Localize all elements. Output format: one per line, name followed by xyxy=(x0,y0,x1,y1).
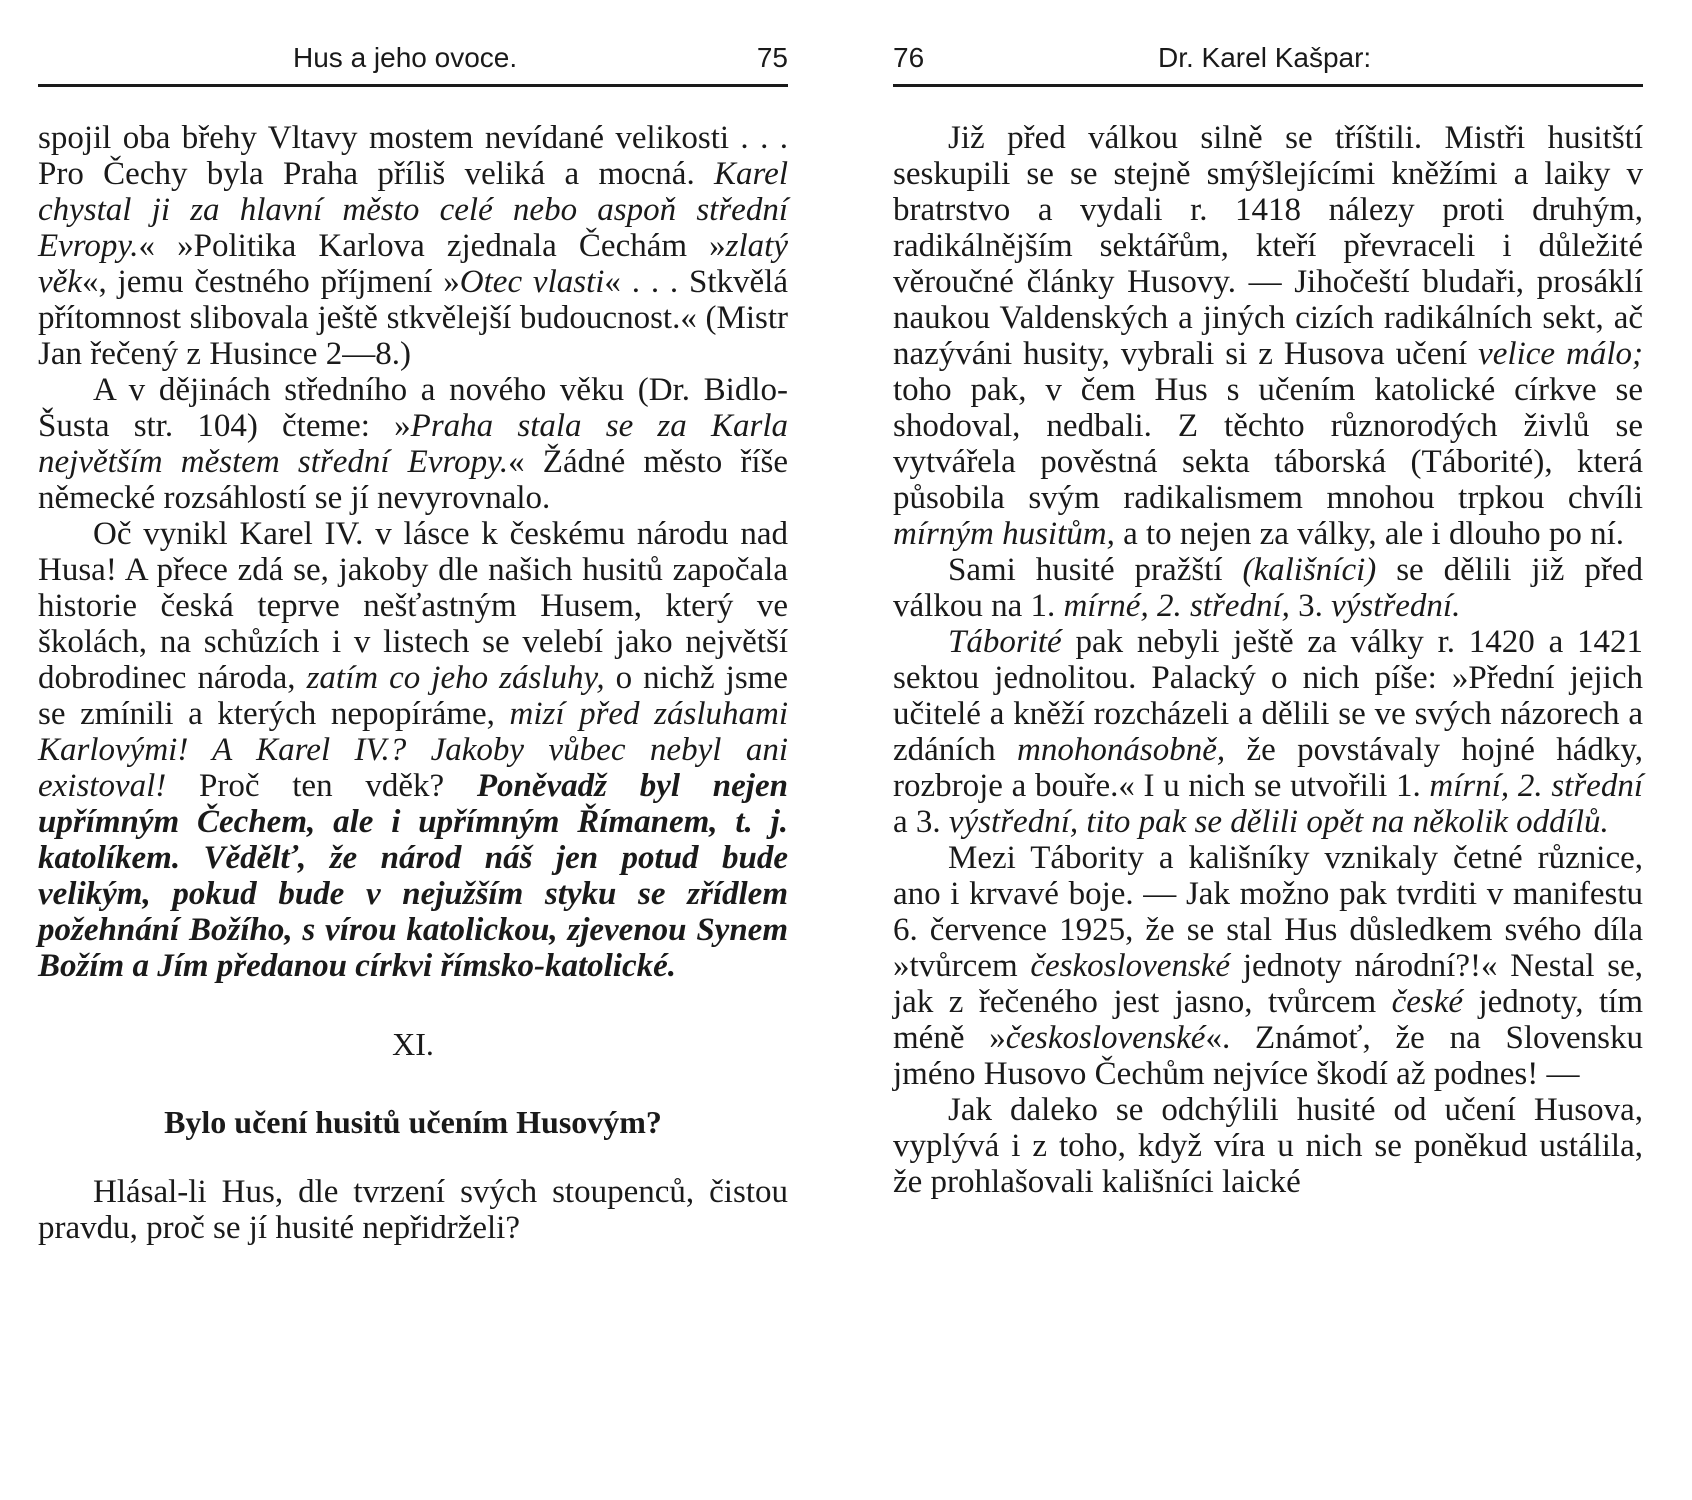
text-run: pak nebyli ještě za války r. 1420 a 1421 sektou jednolitou. Palacký o nich píše: »Přední jejich učitelé a kněží rozcházeli a dělili se ve svých názorech a zdáních xyxy=(893,624,1643,768)
text-run: 3. xyxy=(1289,588,1332,624)
running-title: Hus a jeho ovoce. xyxy=(293,42,518,73)
running-title: Dr. Karel Kašpar: xyxy=(1158,42,1372,73)
italic-run: mizí před zásluhami Karlovými! A Karel IV.? Jakoby vůbec nebyl ani existoval! xyxy=(38,696,788,804)
text-run: a to nejen za války, ale i dlouho po ní. xyxy=(1114,516,1625,552)
italic-run: Karel chystal ji za hlavní město celé nebo aspoň střední Evropy. xyxy=(38,156,788,264)
bold-italic-run: Poněvadž byl nejen upřímným Čechem, ale i upřímným Římanem, t. j. katolíkem. Vědělť, že národ náš jen potud bude velikým, pokud bude v nejužším styku se zřídlem požehnání Božího, s vírou katolickou, zjevenou Synem Božím a Jím předanou církvi římsko-katolické. xyxy=(38,768,788,984)
italic-run: zatím co jeho zásluhy, xyxy=(306,660,605,696)
italic-run: velice málo; xyxy=(1478,336,1643,372)
italic-run: výstřední, tito pak se dělili opět na několik oddílů. xyxy=(948,804,1609,840)
italic-run: (kališníci) xyxy=(1242,552,1377,588)
page-number: 75 xyxy=(756,42,788,73)
header-rule xyxy=(38,84,788,87)
italic-run: Otec vlasti xyxy=(459,264,605,300)
text-run: « Žádné město říše německé rozsáhlostí se jí nevyrovnalo. xyxy=(38,444,788,516)
text-run: spojil oba břehy Vltavy mostem nevídané velikosti . . . Pro Čechy byla Praha příliš veliká a mocná. xyxy=(38,120,788,192)
text-run: toho pak, v čem Hus s učením katolické církve se shodoval, nedbali. Z těchto různorodých živlů se vytvářela pověstná sekta táborská (Táborité), která působila svým radikalismem mnohou trpkou chvíli xyxy=(893,372,1643,516)
paragraph: Jak daleko se odchýlili husité od učení Husova, vyplývá i z toho, když víra u nich se poněkud ustálila, že prohlašovali kališníci laické xyxy=(893,1092,1643,1200)
italic-run: mnohonásobně, xyxy=(1017,732,1226,768)
text-run: se dělili již před válkou na 1. xyxy=(893,552,1643,624)
text-run: « . . . Stkvělá přítomnost slibovala ještě stkvělejší budoucnost.« (Mistr Jan řečený z Husince 2—8.) xyxy=(38,264,788,372)
italic-run: Praha stala se za Karla největším městem střední Evropy. xyxy=(38,408,788,480)
text-run: «. Známoť, že na Slovensku jméno Husovo Čechům nejvíce škodí až podnes! — xyxy=(893,1020,1643,1092)
right-page xyxy=(893,0,1643,1500)
text-run: a 3. xyxy=(893,804,949,840)
text-run: jednoty národní?!« Nestal se, jak z řečeného jest jasno, tvůrcem xyxy=(893,948,1643,1020)
italic-run: československé xyxy=(1005,1020,1206,1056)
page-number: 76 xyxy=(893,42,925,73)
text-run: Mezi Tábority a kališníky vznikaly četné různice, ano i krvavé boje. — Jak možno pak tvrditi v manifestu 6. července 1925, že se stal Hus důsledkem svého díla »tvůrcem xyxy=(893,840,1643,984)
paragraph: Hlásal-li Hus, dle tvrzení svých stoupenců, čistou pravdu, proč se jí husité nepřidrželi? xyxy=(38,1174,788,1246)
italic-run: Táborité xyxy=(948,624,1062,660)
italic-run: mírní, 2. střední xyxy=(1429,768,1643,804)
text-run: A v dějinách středního a nového věku (Dr. Bidlo-Šusta str. 104) čteme: » xyxy=(38,372,788,444)
italic-run: mírné, 2. střední, xyxy=(1063,588,1290,624)
italic-run: československé xyxy=(1030,948,1231,984)
text-run: «, jemu čestného příjmení » xyxy=(81,264,460,300)
paragraph xyxy=(38,372,788,516)
italic-run: zlatý věk xyxy=(38,228,788,300)
left-page xyxy=(38,0,788,1500)
running-header xyxy=(38,42,788,82)
text-run: Proč ten vděk? xyxy=(166,768,477,804)
paragraph xyxy=(38,120,788,372)
page-body xyxy=(893,120,1643,1200)
header-rule xyxy=(893,84,1643,87)
text-run: že povstávaly hojné hádky, rozbroje a bouře.« I u nich se utvořili 1. xyxy=(893,732,1644,804)
text-run: o nichž jsme se zmínili a kterých nepopíráme, xyxy=(38,660,788,732)
text-run: « »Politika Karlova zjednala Čechám » xyxy=(138,228,726,264)
chapter-number: XI. xyxy=(392,1026,434,1062)
italic-run: české xyxy=(1391,984,1463,1020)
italic-run: mírným husitům, xyxy=(893,516,1115,552)
text-run: Již před válkou silně se tříštili. Mistři husitští seskupili se se stejně smýšlejícími kněžími a laiky v bratrstvo a vydali r. 1418 nálezy proti druhým, radikálnějším sektářům, kteří převraceli i důležité věroučné články Husovy. — Jihočeští bludaři, prosáklí naukou Valdenských a jiných cizích radikálních sekt, ač nazýváni husity, vybrali si z Husova učení xyxy=(893,120,1643,372)
italic-run: výstřední. xyxy=(1331,588,1461,624)
paragraph xyxy=(893,552,1643,624)
running-header xyxy=(893,42,1643,82)
paragraph xyxy=(893,120,1643,552)
text-run: Sami husité pražští xyxy=(948,552,1243,588)
paragraph xyxy=(38,516,788,984)
text-run: jednoty, tím méně » xyxy=(893,984,1643,1056)
chapter-title: Bylo učení husitů učením Husovým? xyxy=(164,1104,662,1140)
page-body xyxy=(38,120,788,1246)
paragraph xyxy=(893,840,1643,1092)
text-run: Oč vynikl Karel IV. v lásce k českému národu nad Husa! A přece zdá se, jakoby dle našich husitů započala historie česká teprve nešťastným Husem, který ve školách, na schůzích i v listech se velebí jako největší dobrodinec národa, xyxy=(38,516,788,696)
paragraph xyxy=(893,624,1643,840)
